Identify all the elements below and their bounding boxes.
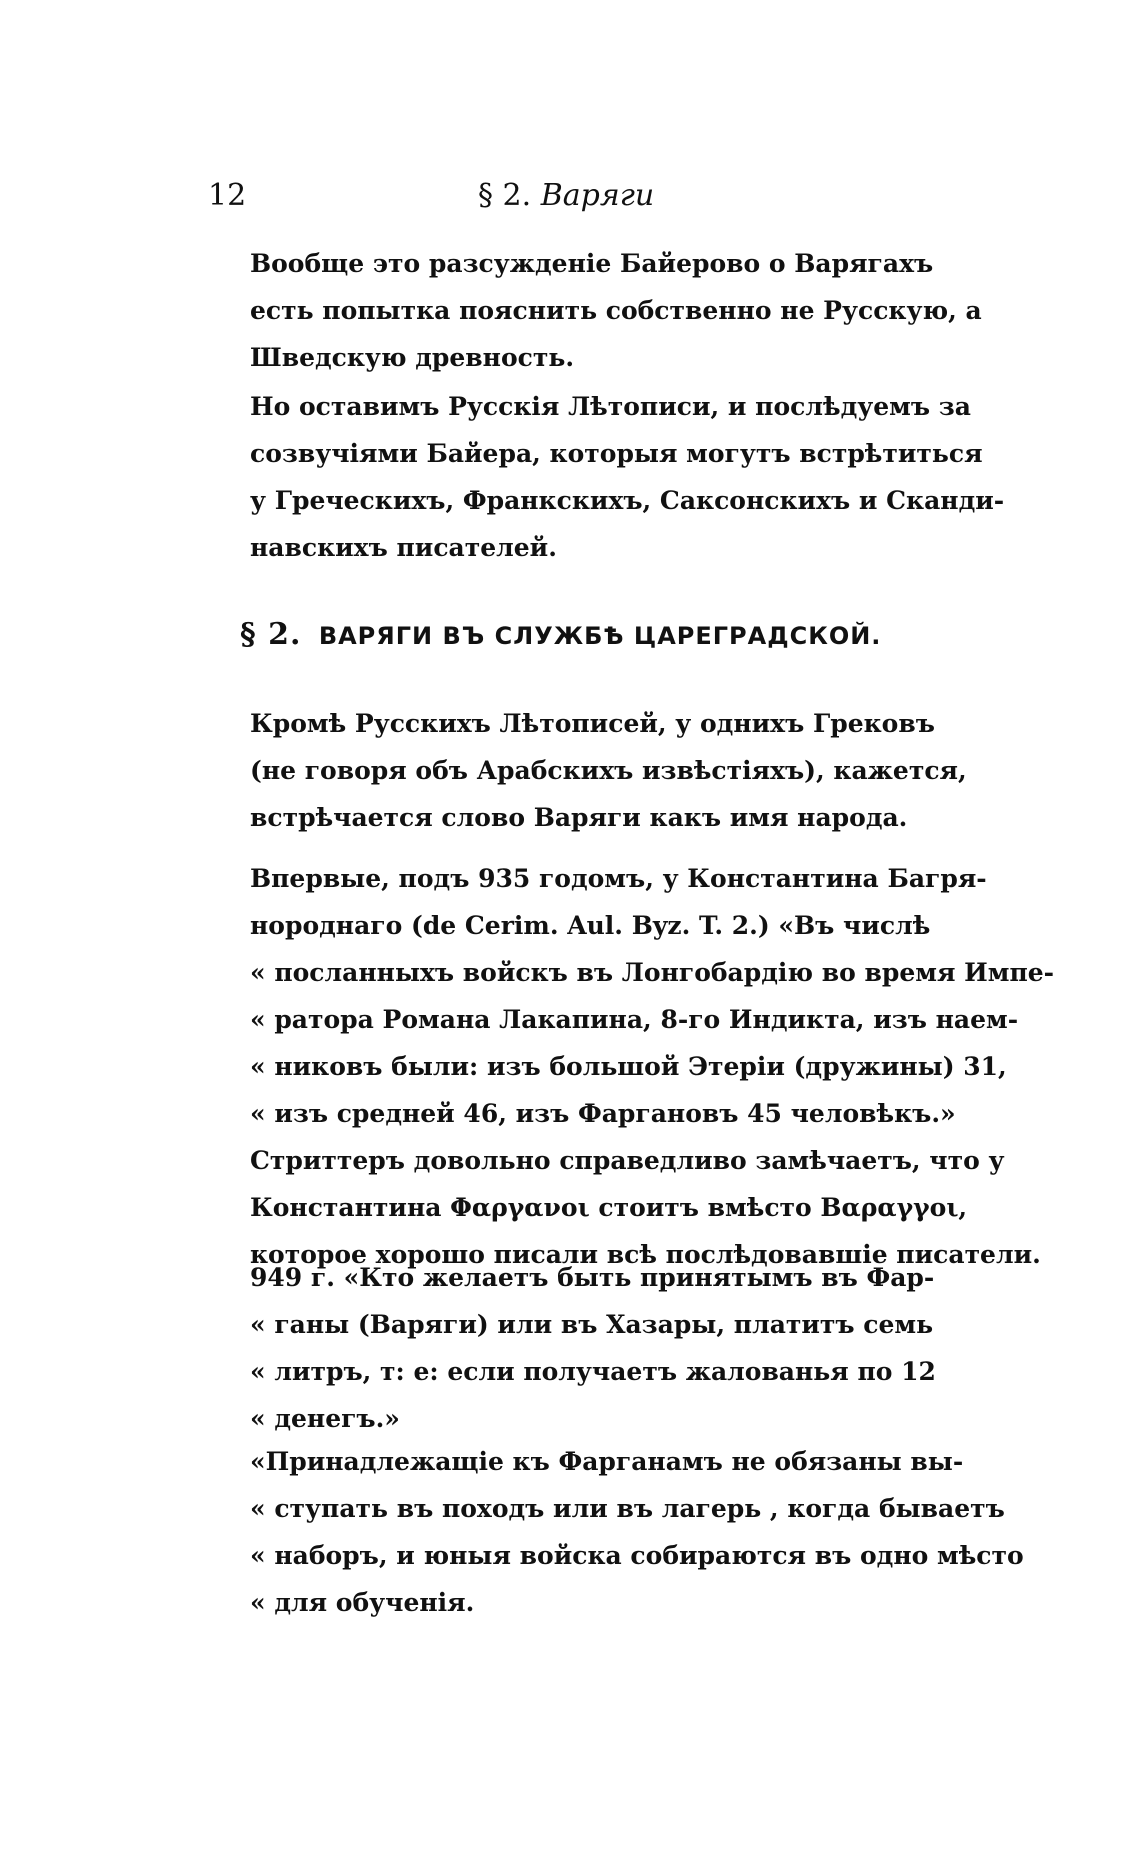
paragraph-line: созвучіями Байера, которыя могутъ встрѣтиться <box>250 439 983 468</box>
paragraph-line: « ступать въ походъ или въ лагерь , когда бываетъ <box>250 1494 1005 1523</box>
paragraph-line: « никовъ были: изъ большой Этеріи (дружины) 31, <box>250 1052 1007 1081</box>
paragraph-line: « ганы (Варяги) или въ Хазары, платитъ семь <box>250 1310 934 1339</box>
running-head <box>208 178 988 222</box>
paragraph-line: « посланныхъ войскъ въ Лонгобардію во время Импе- <box>250 958 1055 987</box>
paragraph-1 <box>250 240 982 381</box>
paragraph-line: 949 г. «Кто желаетъ быть принятымъ въ Фар- <box>250 1263 935 1292</box>
paragraph-4 <box>250 855 1055 1278</box>
paragraph-line: встрѣчается слово Варяги какъ имя народа. <box>250 803 908 832</box>
paragraph-line: Шведскую древность. <box>250 343 575 372</box>
paragraph-line: « ратора Романа Лакапина, 8-го Индикта, изъ наем- <box>250 1005 1019 1034</box>
paragraph-line: «Принадлежащіе къ Фарганамъ не обязаны вы- <box>250 1447 964 1476</box>
running-section-word: Варяги <box>540 178 655 213</box>
paragraph-line: у Греческихъ, Франкскихъ, Саксонскихъ и Сканди- <box>250 486 1005 515</box>
paragraph-line: которое хорошо писали всѣ послѣдовавшіе писатели. <box>250 1240 1041 1269</box>
running-section-mark: § 2. <box>478 178 532 213</box>
paragraph-3 <box>250 700 982 841</box>
text-line: Вообще это разсужденіе Байерово о Варягахъ <box>250 249 934 278</box>
running-title <box>478 178 654 213</box>
paragraph-2 <box>250 383 1005 571</box>
paragraph-line: « наборъ, и юныя войска собираются въ одно мѣсто <box>250 1541 1024 1570</box>
paragraph-line: (не говоря объ Арабскихъ извѣстіяхъ), кажется, <box>250 756 967 785</box>
paragraph-line: Стриттеръ довольно справедливо замѣчаетъ, что у <box>250 1146 1005 1175</box>
section-heading <box>240 617 972 652</box>
paragraph-line: « для обученія. <box>250 1588 475 1617</box>
heading-text: ВАРЯГИ ВЪ СЛУЖБѢ ЦАРЕГРАДСКОЙ. <box>318 622 882 650</box>
paragraph-line: нороднаго (de Cerim. Aul. Byz. T. 2.) «Въ числѣ <box>250 911 931 940</box>
paragraph-line: Кромѣ Русскихъ Лѣтописей, у однихъ Грековъ <box>250 709 935 738</box>
paragraph-line: Но оставимъ Русскія Лѣтописи, и послѣдуемъ за <box>250 392 971 421</box>
paragraph-line: « изъ средней 46, изъ Фаргановъ 45 человѣкъ.» <box>250 1099 956 1128</box>
paragraph-line: « литръ, т: е: если получаетъ жалованья по 12 <box>250 1357 936 1386</box>
paragraph-line: есть попытка пояснить собственно не Русскую, а <box>250 296 982 325</box>
page-number: 12 <box>208 178 247 213</box>
paragraph-line <box>250 240 982 287</box>
paragraph-6 <box>250 1438 1024 1626</box>
paragraph-line: Константина Φαργανοι стоитъ вмѣсто Βαραγγοι, <box>250 1193 968 1222</box>
heading-section-mark: § 2. <box>240 617 302 652</box>
paragraph-line: Впервые, подъ 935 годомъ, у Константина Багря- <box>250 864 987 893</box>
paragraph-line: навскихъ писателей. <box>250 533 557 562</box>
paragraph-5 <box>250 1254 982 1442</box>
paragraph-line: « денегъ.» <box>250 1404 400 1433</box>
